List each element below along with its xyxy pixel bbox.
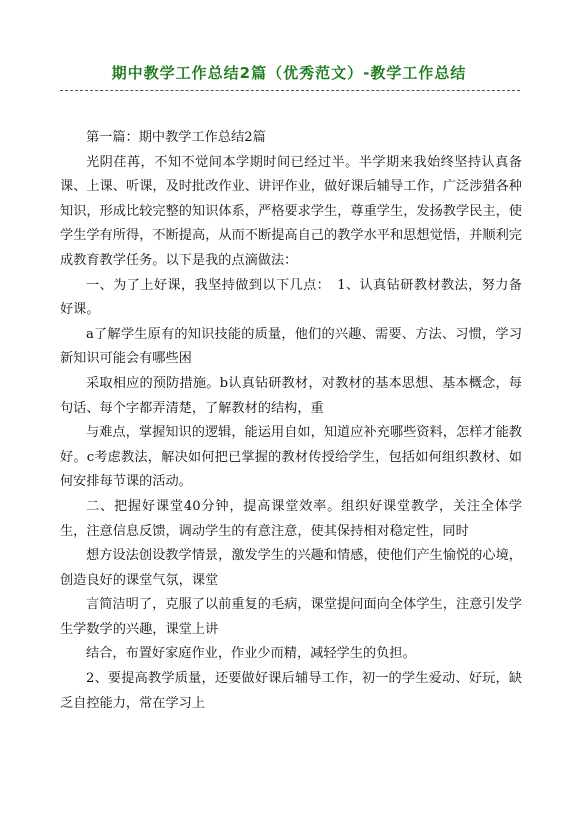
paragraph: a了解学生原有的知识技能的质量，他们的兴趣、需要、方法、习惯，学习新知识可能会有哪些困 <box>60 326 522 367</box>
paragraph: 言简洁明了，克服了以前重复的毛病，课堂提问面向全体学生，注意引发学生学数学的兴趣，课堂上讲 <box>60 597 522 637</box>
paragraph: 结合，布置好家庭作业，作业少而精，减轻学生的负担。 <box>86 646 416 662</box>
title-divider <box>60 90 520 91</box>
paragraph: 与难点，掌握知识的逻辑，能运用自如，知道应补充哪些资料，怎样才能教好。c考虑教法，解决如何把已掌握的教材传授给学生，包括如何组织教材、如何安排每节课的活动。 <box>60 425 522 490</box>
document-title: 期中教学工作总结2篇（优秀范文）-教学工作总结 <box>111 64 467 82</box>
paragraph: 想方设法创设教学情景，激发学生的兴趣和情感，使他们产生愉悦的心境，创造良好的课堂气氛，课堂 <box>60 548 522 588</box>
paragraph: 光阴荏苒，不知不觉间本学期时间已经过半。半学期来我始终坚持认真备课、上课、听课，及时批改作业、讲评作业，做好课后辅导工作，广泛涉猎各种知识，形成比较完整的知识体系，严格要求学生，尊重学生，发扬教学民主，使学生学有所得，不断提高，从而不断提高自己的教学水平和思想觉悟，并顺利完成教育教学任务。以下是我的点滴做法： <box>60 154 522 268</box>
document-body <box>60 126 522 716</box>
paragraph: 二、把握好课堂40分钟，提高课堂效率。组织好课堂教学，关注全体学生，注意信息反馈，调动学生的有意注意，使其保持相对稳定性，同时 <box>60 498 522 539</box>
paragraph: 一、为了上好课，我坚持做到以下几点： 1、认真钻研教材教法，努力备好课。 <box>60 277 522 318</box>
paragraph: 2、要提高教学质量，还要做好课后辅导工作，初一的学生爱动、好玩，缺乏自控能力，常在学习上 <box>60 671 522 711</box>
section-heading: 第一篇：期中教学工作总结2篇 <box>86 130 266 145</box>
paragraph: 采取相应的预防措施。b认真钻研教材，对教材的基本思想、基本概念，每句话、每个字都弄清楚，了解教材的结构，重 <box>60 375 522 416</box>
